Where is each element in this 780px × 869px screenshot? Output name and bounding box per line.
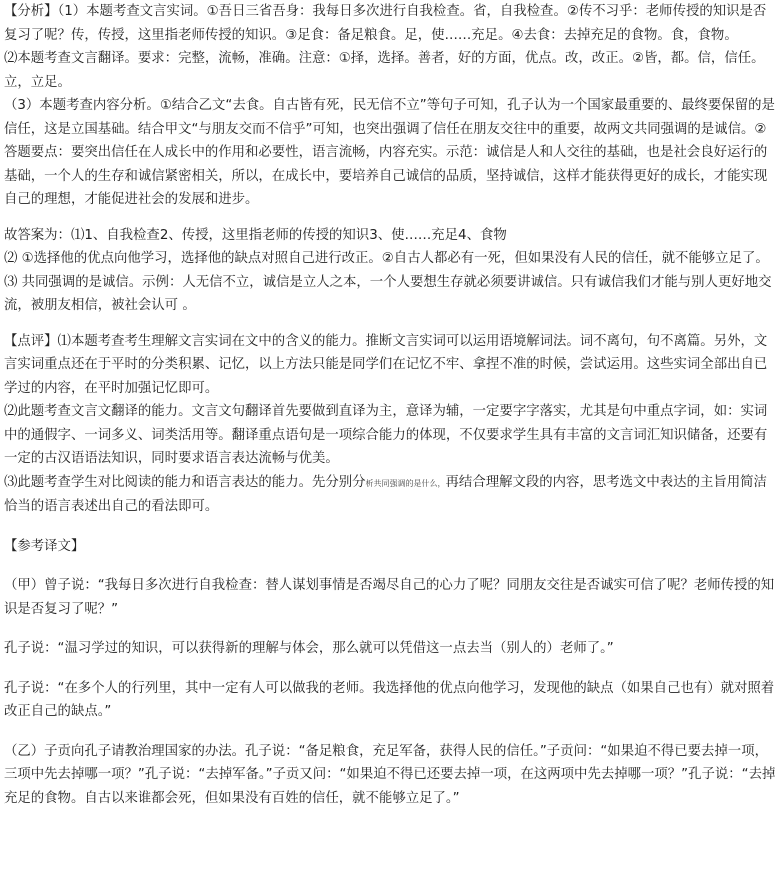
translation-heading: 【参考译文】 bbox=[4, 538, 85, 554]
answer-line-1: 故答案为：⑴1、自我检查2、传授，这里指老师的传授的知识3、使……充足4、食物 bbox=[4, 227, 507, 243]
spacer bbox=[4, 621, 776, 637]
answer-line-3: ⑶ 共同强调的是诚信。示例：人无信不立，诚信是立人之本，一个人要想生存就必须要讲诚信。只有诚信我们才能与别人更好地交流，被朋友相信，被社会认可 。 bbox=[4, 274, 772, 313]
translation-paragraph-3: 孔子说：“在多个人的行列里，其中一定有人可以做我的老师。我选择他的优点向他学习，发现他的缺点（如果自己也有）就对照着改正自己的缺点。” bbox=[4, 680, 775, 719]
spacer bbox=[4, 212, 776, 224]
comment-paragraph-1: 【点评】⑴本题考查考生理解文言实词在文中的含义的能力。推断文言实词可以运用语境解词法。词不离句，句不离篇。另外，文言实词重点还在于平时的分类积累、记忆，以上方法只能是同学们在记忆不牢、拿捏不准的时候，尝试运用。这些实词全部出自已学过的内容，在平时加强记忆即可。 bbox=[4, 333, 768, 396]
spacer bbox=[4, 661, 776, 677]
spacer bbox=[4, 519, 776, 535]
comment-paragraph-3 bbox=[4, 471, 776, 519]
translation-paragraph-4: （乙）子贡向孔子请教治理国家的办法。孔子说：“备足粮食，充足军备，获得人民的信任。”子贡问：“如果迫不得已要去掉一项，三项中先去掉哪一项？”孔子说：“去掉军备。”子贡又问：“如果迫不得已还要去掉一项，在这两项中先去掉哪一项？”孔子说：“去掉充足的食物。自古以来谁都会死，但如果没有百姓的信任，就不能够立足了。” bbox=[4, 743, 776, 806]
translation-paragraph-1: （甲）曾子说：“我每日多次进行自我检查：替人谋划事情是否竭尽自己的心力了呢？同朋友交往是否诚实可信了呢？老师传授的知识是否复习了呢？” bbox=[4, 578, 775, 617]
translation-paragraph-2: 孔子说：“温习学过的知识，可以获得新的理解与体会，那么就可以凭借这一点去当（别人的）老师了。” bbox=[4, 641, 614, 656]
spacer bbox=[4, 724, 776, 740]
spacer bbox=[4, 318, 776, 330]
analysis-paragraph-2: ⑵本题考查文言翻译。要求：完整，流畅，准确。注意：①择，选择。善者，好的方面，优点。改，改正。②皆，都。信，信任。立，立足。 bbox=[4, 51, 765, 90]
analysis-paragraph-1: 【分析】（1）本题考查文言实词。①吾日三省吾身：我每日多次进行自我检查。省，自我检查。②传不习乎：老师传授的知识是否复习了呢？传，传授，这里指老师传授的知识。③足食：备足粮食。足，使……充足。④去食：去掉充足的食物。食，食物。 bbox=[4, 4, 767, 43]
spacer bbox=[4, 558, 776, 574]
comment-3-text-b: 再结合理解文段的内容，思考选文中表达的主旨用简洁恰当的语言表述出自己的看法即可。 bbox=[4, 474, 767, 514]
comment-paragraph-2: ⑵此题考查文言文翻译的能力。文言文句翻译首先要做到直译为主，意译为辅，一定要字字落实，尤其是句中重点字词，如：实词中的通假字、一词多义、词类活用等。翻译重点语句是一项综合能力的体现，不仅要求学生具有丰富的文言词汇知识储备，还要有一定的古汉语语法知识，同时要求语言表达流畅与优美。 bbox=[4, 404, 768, 466]
answer-line-2: ⑵ ①选择他的优点向他学习，选择他的缺点对照自己进行改正。②自古人都必有一死，但如果没有人民的信任，就不能够立足了。 bbox=[4, 251, 769, 266]
analysis-paragraph-3: （3）本题考查内容分析。①结合乙文“去食。自古皆有死，民无信不立”等句子可知，孔子认为一个国家最重要的、最终要保留的是信任，这是立国基础。结合甲文“与朋友交而不信乎”可知，也突出强调了信任在朋友交往中的重要，故两文共同强调的是诚信。②答题要点：要突出信任在人成长中的作用和必要性，语言流畅，内容充实。示范：诚信是人和人交往的基础，也是社会良好运行的基础，一个人的生存和诚信紧密相关，所以，在成长中，要培养自己诚信的品质，坚持诚信，这样才能获得更好的成长，才能实现自己的理想，才能促进社会的发展和进步。 bbox=[4, 98, 775, 207]
comment-3-text-a: ⑶此题考查学生对比阅读的能力和语言表达的能力。先分别分 bbox=[4, 474, 366, 490]
comment-3-small-note: 析共同强调的是什么， bbox=[365, 478, 446, 488]
